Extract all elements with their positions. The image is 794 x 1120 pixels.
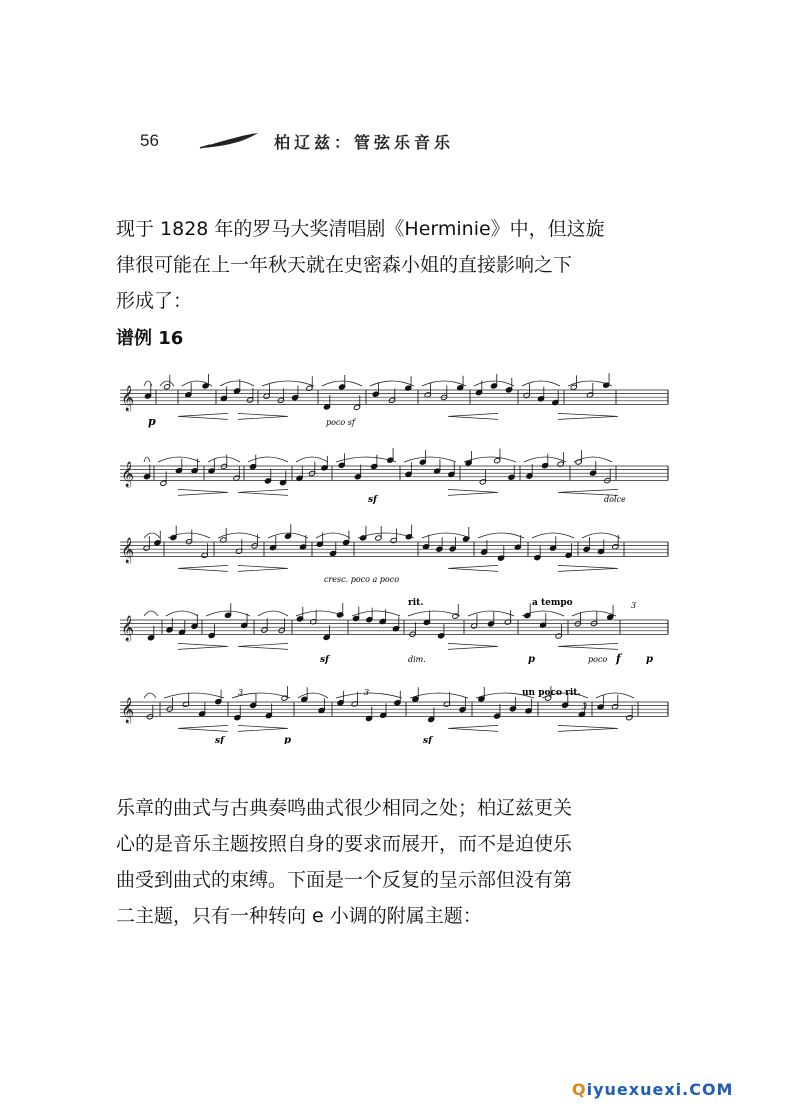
dynamic-marking: p (646, 654, 653, 665)
text-line: 形成了： (116, 290, 193, 312)
expression-marking: cresc. poco a poco (324, 575, 400, 584)
dynamic-marking: sf (215, 736, 224, 744)
dynamic-marking: dim. (408, 655, 426, 664)
quill-pen-icon (198, 132, 260, 150)
tempo-marking: un poco rit. (522, 688, 581, 698)
dynamic-marking: p (284, 735, 291, 744)
music-score (118, 372, 674, 744)
svg-text:𝄞: 𝄞 (121, 538, 135, 563)
dynamic-marking: f (616, 652, 621, 665)
text-line: 二主题，只有一种转向 e 小调的附属主题： (116, 905, 482, 927)
text-line: 曲受到曲式的束缚。下面是一个反复的呈示部但没有第 (116, 869, 573, 891)
svg-text:𝄞: 𝄞 (121, 698, 135, 723)
example-label: 谱例 16 (116, 328, 184, 349)
dynamic-marking: poco (588, 655, 608, 664)
svg-text:𝄞: 𝄞 (121, 386, 135, 411)
paragraph-1 (116, 211, 676, 319)
running-title: 柏辽兹：管弦乐音乐 (274, 132, 455, 152)
text-line: 律很可能在上一年秋天就在史密森小姐的直接影响之下 (116, 254, 573, 276)
triplet-marking: 3 (238, 688, 244, 697)
dynamic-marking: sf (368, 495, 377, 505)
staff-lines (120, 390, 668, 716)
text-line: 现于 1828 年的罗马大奖清唱剧《Herminie》中，但这旋 (116, 218, 605, 240)
dynamic-marking: sf (423, 736, 432, 744)
dynamic-marking: p (148, 415, 156, 428)
text-line: 心的是音乐主题按照自身的要求而展开，而不是迫使乐 (116, 833, 573, 855)
svg-text:𝄞: 𝄞 (121, 462, 135, 487)
svg-text:𝄞: 𝄞 (121, 616, 135, 641)
page-number: 56 (140, 131, 159, 150)
tempo-marking: a tempo (532, 598, 573, 608)
triplet-marking: 3 (631, 601, 637, 610)
site-watermark: Qiyuexuexi.COM (572, 1080, 734, 1099)
page-header (140, 128, 454, 154)
notes (143, 373, 637, 731)
treble-clef-icon (121, 385, 134, 723)
dynamic-marking: dolce (604, 495, 626, 504)
triplet-marking: 3 (582, 702, 588, 711)
paragraph-2 (116, 790, 676, 934)
triplet-marking: 3 (364, 688, 370, 697)
dynamic-marking: poco sf (326, 418, 355, 427)
dynamic-marking: p (528, 654, 535, 665)
tempo-marking: rit. (408, 598, 424, 608)
text-line: 乐章的曲式与古典奏鸣曲式很少相同之处；柏辽兹更关 (116, 797, 573, 819)
dynamic-marking: sf (320, 655, 329, 665)
